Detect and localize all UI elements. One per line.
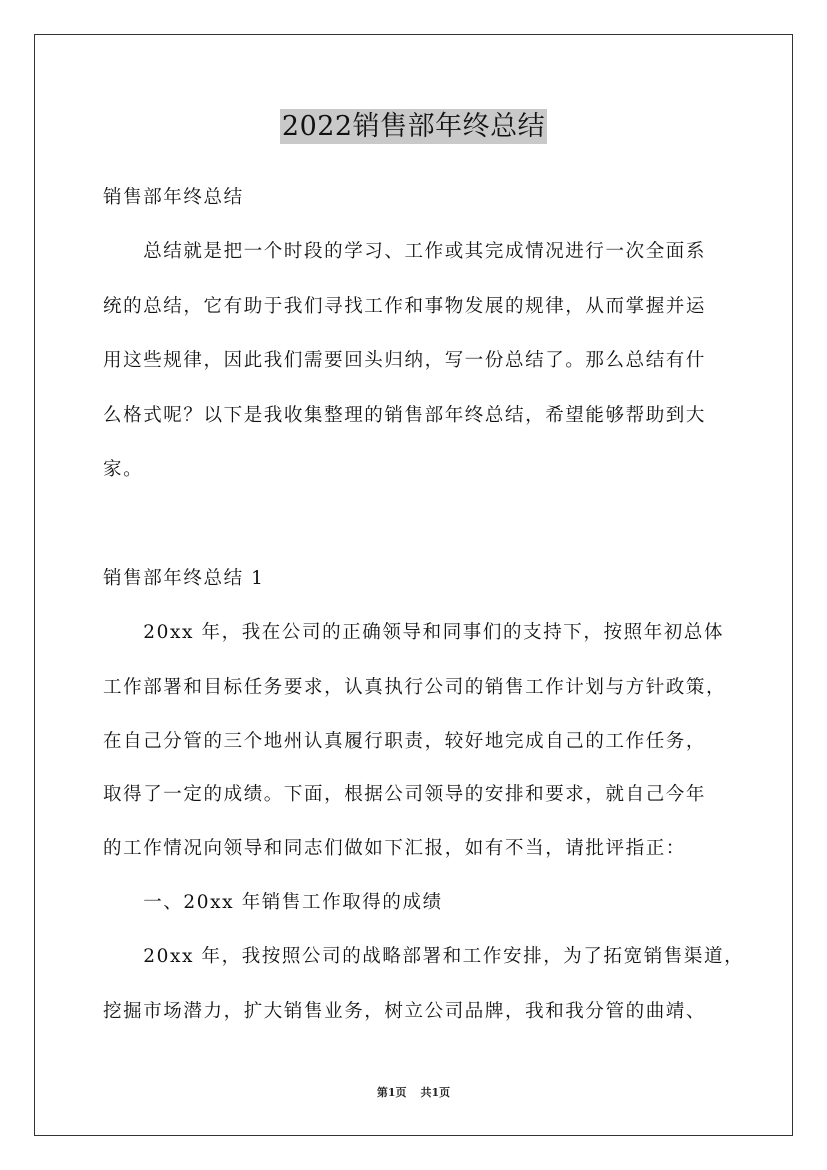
subheading: 一、20xx 年销售工作取得的成绩 [103,892,443,913]
document-title-wrap [0,104,827,143]
page-footer [0,1084,827,1100]
intro-line: 统的总结，它有助于我们寻找工作和事物发展的规律，从而掌握并运 [103,296,707,317]
body-line: 20xx 年，我按照公司的战略部署和工作安排，为了拓宽销售渠道， [103,946,745,967]
body-line: 挖掘市场潜力，扩大销售业务，树立公司品牌，我和我分管的曲靖、 [103,1001,707,1022]
intro-line: 家。 [103,459,144,480]
section-line: 工作部署和目标任务要求，认真执行公司的销售工作计划与方针政策， [103,677,727,698]
section-line: 的工作情况向领导和同志们做如下汇报，如有不当，请批评指正： [103,838,686,859]
subtitle: 销售部年终总结 [103,187,244,208]
page-total: 共1页 [420,1086,451,1099]
document-title: 2022销售部年终总结 [281,111,546,142]
intro-line: 用这些规律，因此我们需要回头归纳，写一份总结了。那么总结有什 [103,350,707,371]
intro-line: 总结就是把一个时段的学习、工作或其完成情况进行一次全面系 [103,241,707,262]
section-heading: 销售部年终总结 1 [103,568,265,589]
intro-line: 么格式呢？以下是我收集整理的销售部年终总结，希望能够帮助到大 [103,405,707,426]
section-line: 在自己分管的三个地州认真履行职责，较好地完成自己的工作任务， [103,731,707,752]
section-line: 取得了一定的成绩。下面，根据公司领导的安排和要求，就自己今年 [103,784,707,805]
section-line: 20xx 年，我在公司的正确领导和同事们的支持下，按照年初总体 [103,622,725,643]
page-number: 第1页 [376,1086,407,1099]
